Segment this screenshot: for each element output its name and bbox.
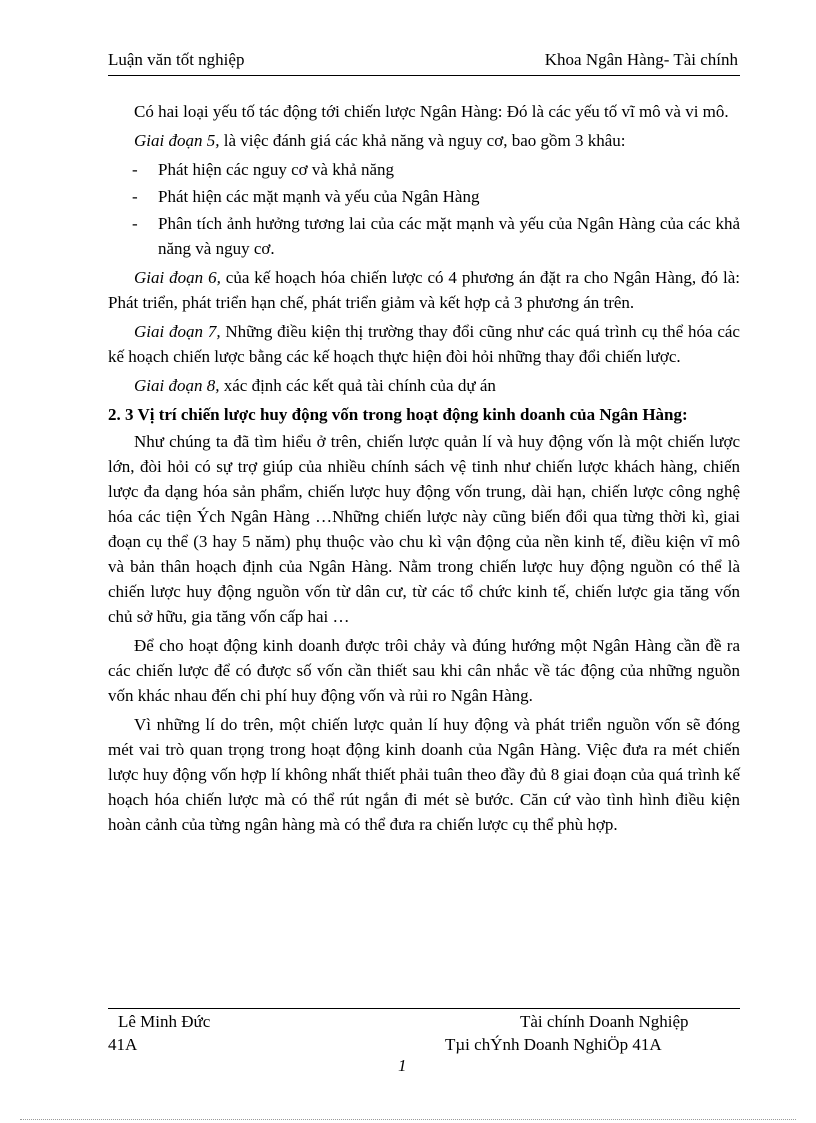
paragraph-stage-5: [108, 128, 740, 153]
stage-7-label: Giai đoạn 7,: [134, 322, 221, 341]
paragraph-stage-7: [108, 319, 740, 369]
document-body: [108, 99, 740, 841]
list-item-text: Phát hiện các nguy cơ và khả năng: [158, 160, 395, 179]
footer-divider: [108, 1008, 740, 1009]
header-faculty-label: Khoa Ngân Hàng- Tài chính: [544, 50, 738, 69]
stage-5-text: là việc đánh giá các khả năng và nguy cơ, bao gồm 3 khâu:: [219, 131, 626, 150]
footer-department: Tài chính Doanh Nghiệp: [520, 1012, 689, 1031]
section-heading: 2. 3 Vị trí chiến lược huy động vốn trong hoạt động kinh doanh của Ngân Hàng:: [108, 405, 688, 424]
stage-7-text: Những điều kiện thị trường thay đổi cũng như các quá trình cụ thể hóa các kế hoạch chiến lược bằng các kế hoạch thực hiện đòi hỏi những thay đổi chiến lược.: [108, 322, 740, 366]
paragraph-strategy-position: Như chúng ta đã tìm hiểu ở trên, chiến lược quản lí và huy động vốn là một chiến lược lớn, đòi hỏi có sự trợ giúp của nhiều chính sách vệ tinh như chiến lược khách hàng, chiến lược đa dạng hóa sản phẩm, chiến lược huy động vốn trung, dài hạn, chiến lược công nghệ hóa các tiện Ých Ngân Hàng …Những chiến lược này cũng biến đổi qua từng thời kì, giai đoạn cụ thể (3 hay 5 năm) phụ thuộc vào chu kì vận động của nền kinh tế, điều kiện vĩ mô và bản thân hoạch định của Ngân Hàng. Nằm trong chiến lược huy động nguồn có thể là chiến lược huy động nguồn vốn từ dân cư, từ các tổ chức kinh tế, chiến lược gia tăng vốn chủ sở hữu, gia tăng vốn cấp hai …: [108, 432, 740, 626]
page-number: 1: [398, 1056, 407, 1075]
footer-department-garbled: Tµi chÝnh Doanh NghiÖp 41A: [445, 1035, 662, 1054]
paragraph-factors: Có hai loại yếu tố tác động tới chiến lược Ngân Hàng: Đó là các yếu tố vĩ mô và vi mô.: [134, 102, 729, 121]
list-item-text: Phát hiện các mặt mạnh và yếu của Ngân Hàng: [158, 187, 480, 206]
stage-5-label: Giai đoạn 5,: [134, 131, 220, 150]
list-item-text: Phân tích ảnh hưởng tương lai của các mặt mạnh và yếu của Ngân Hàng của các khả năng và nguy cơ.: [158, 214, 740, 258]
page-header: [108, 50, 738, 72]
paragraph-stage-6: [108, 265, 740, 315]
stage-6-label: Giai đoạn 6,: [134, 268, 221, 287]
list-item: [108, 184, 740, 209]
bullet-dash-icon: -: [132, 160, 138, 179]
stage-8-label: Giai đoạn 8,: [134, 376, 220, 395]
paragraph-capital-strategies: Để cho hoạt động kinh doanh được trôi chảy và đúng hướng một Ngân Hàng cần đề ra các chiến lược để có được số vốn cần thiết sau khi cân nhắc về tác động của những nguồn vốn khác nhau đến chi phí huy động vốn và rủi ro Ngân Hàng.: [108, 636, 740, 705]
header-thesis-label: Luận văn tốt nghiệp: [108, 50, 245, 69]
stage-6-text: của kế hoạch hóa chiến lược có 4 phương án đặt ra cho Ngân Hàng, đó là: Phát triển, phát triển hạn chế, phát triển giảm và kết hợp cả 3 phương án trên.: [108, 268, 740, 312]
paragraph-conclusion: Vì những lí do trên, một chiến lược quản lí huy động và phát triển nguồn vốn sẽ đóng mét vai trò quan trọng trong hoạt động kinh doanh của Ngân Hàng. Việc đưa ra mét chiến lược huy động vốn hợp lí không nhất thiết phải tuân theo đầy đủ 8 giai đoạn của quá trình kế hoạch hóa chiến lược mà có thể rút ngắn đi mét sè bước. Căn cứ vào tình hình điều kiện hoàn cảnh của từng ngân hàng mà có thể đưa ra chiến lược cụ thể phù hợp.: [108, 715, 740, 834]
list-item: [108, 211, 740, 261]
bullet-dash-icon: -: [132, 214, 138, 233]
list-item: [108, 157, 740, 182]
paragraph-stage-8: [108, 373, 740, 398]
bullet-dash-icon: -: [132, 187, 138, 206]
footer-author-name: Lê Minh Đức: [118, 1012, 211, 1031]
stage-8-text: xác định các kết quả tài chính của dự án: [219, 376, 496, 395]
footer-class: 41A: [108, 1035, 138, 1054]
page-edge-divider: [20, 1119, 796, 1120]
header-divider: [108, 75, 740, 76]
